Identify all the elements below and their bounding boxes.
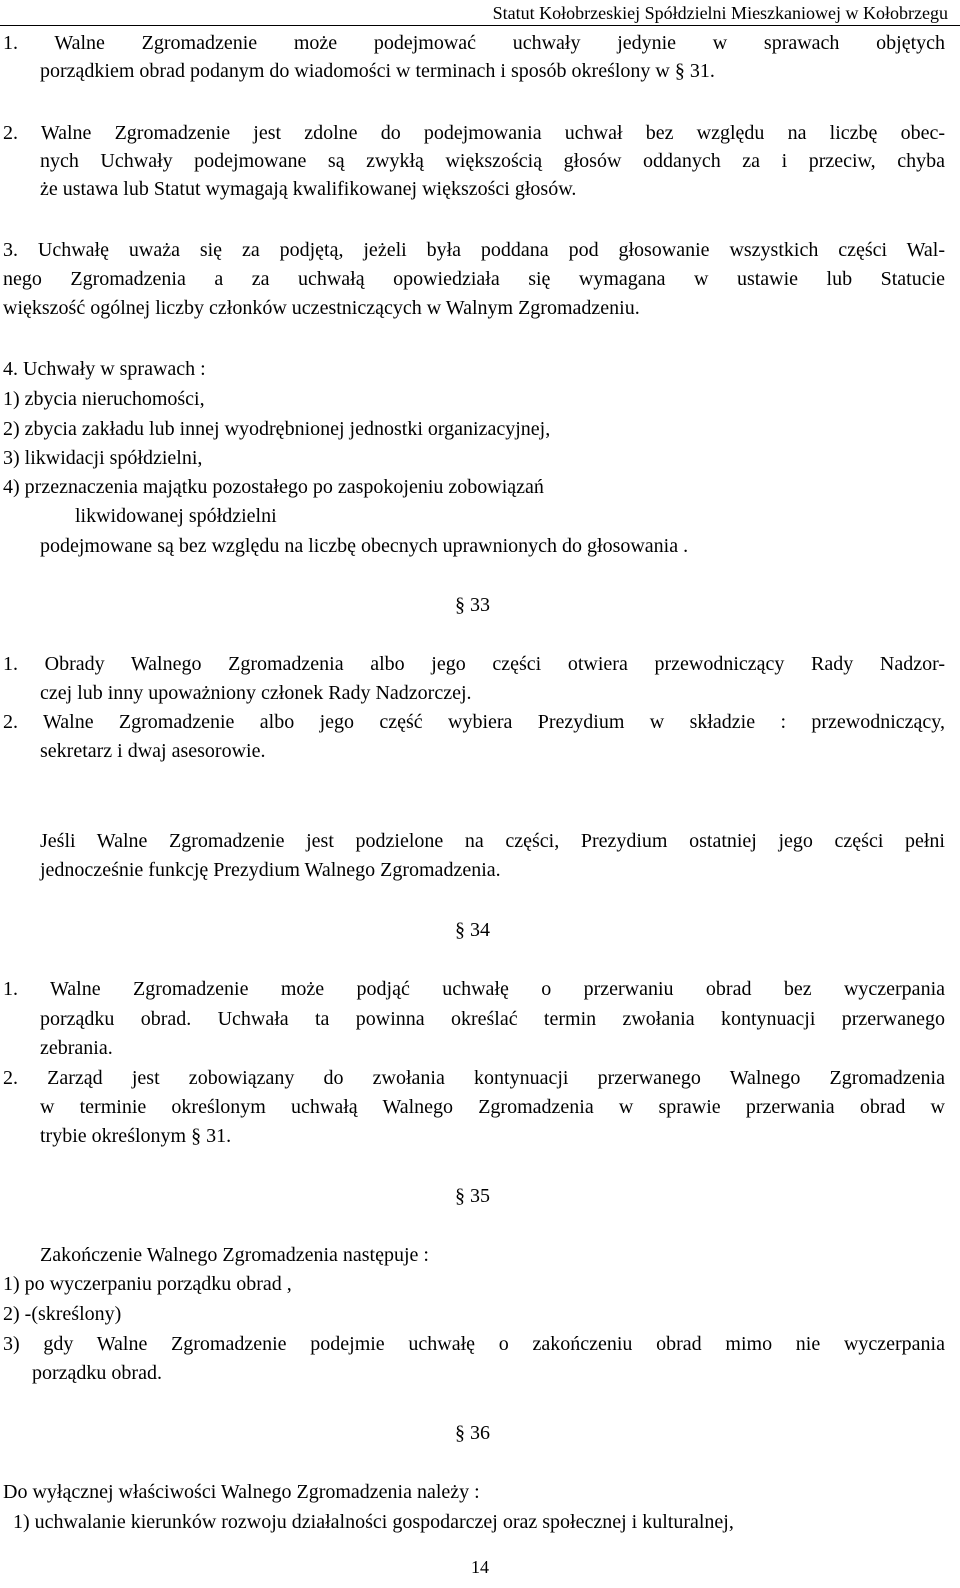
paragraph-line: 1. Obrady Walnego Zgromadzenia albo jego części otwiera przewodniczący Rady Nadzor- <box>3 653 945 675</box>
paragraph-line: 2. Zarząd jest zobowiązany do zwołania kontynuacji przerwanego Walnego Zgromadzenia <box>3 1067 945 1089</box>
paragraph-line: Do wyłącznej właściwości Walnego Zgromadzenia należy : <box>3 1481 480 1503</box>
paragraph-line: czej lub inny upoważniony członek Rady Nadzorczej. <box>40 682 472 704</box>
section-heading: § 36 <box>455 1422 490 1444</box>
paragraph-line: 2. Walne Zgromadzenie albo jego część wybiera Prezydium w składzie : przewodniczący, <box>3 711 945 733</box>
paragraph-line: Jeśli Walne Zgromadzenie jest podzielone na części, Prezydium ostatniej jego części pełni <box>40 830 945 852</box>
paragraph-line: porządku obrad. Uchwała ta powinna określać termin zwołania kontynuacji przerwanego <box>40 1008 945 1030</box>
paragraph-line: 3. Uchwałę uważa się za podjętą, jeżeli była poddana pod głosowanie wszystkich części Wal- <box>3 239 945 261</box>
list-item: 4) przeznaczenia majątku pozostałego po zaspokojeniu zobowiązań <box>3 476 544 498</box>
paragraph-line: 1. Walne Zgromadzenie może podjąć uchwałę o przerwaniu obrad bez wyczerpania <box>3 978 945 1000</box>
list-item: 1) zbycia nieruchomości, <box>3 388 205 410</box>
list-item: 1) po wyczerpaniu porządku obrad , <box>3 1273 292 1295</box>
list-item: 3) likwidacji spółdzielni, <box>3 447 203 469</box>
paragraph-line: jednocześnie funkcję Prezydium Walnego Zgromadzenia. <box>40 859 501 881</box>
list-item: 2) -(skreślony) <box>3 1303 122 1325</box>
paragraph-line: większość ogólnej liczby członków uczestniczących w Walnym Zgromadzeniu. <box>3 297 640 319</box>
paragraph-line: 1. Walne Zgromadzenie może podejmować uchwały jedynie w sprawach objętych <box>3 32 945 54</box>
paragraph-line: sekretarz i dwaj asesorowie. <box>40 740 266 762</box>
paragraph-line: nych Uchwały podejmowane są zwykłą większością głosów oddanych za i przeciw, chyba <box>40 150 945 172</box>
paragraph-line: 4. Uchwały w sprawach : <box>3 358 206 380</box>
section-heading: § 34 <box>455 919 490 941</box>
list-item-continuation: porządku obrad. <box>32 1362 162 1384</box>
paragraph-line: że ustawa lub Statut wymagają kwalifikowanej większości głosów. <box>40 178 577 200</box>
section-heading: § 35 <box>455 1185 490 1207</box>
list-item: 3) gdy Walne Zgromadzenie podejmie uchwałę o zakończeniu obrad mimo nie wyczerpania <box>3 1333 945 1355</box>
running-header: Statut Kołobrzeskiej Spółdzielni Mieszkaniowej w Kołobrzegu <box>492 3 948 23</box>
paragraph-line: podejmowane są bez względu na liczbę obecnych uprawnionych do głosowania . <box>40 535 689 557</box>
paragraph-line: Zakończenie Walnego Zgromadzenia następuje : <box>40 1244 429 1266</box>
page-number: 14 <box>471 1557 489 1577</box>
paragraph-line: 2. Walne Zgromadzenie jest zdolne do podejmowania uchwał bez względu na liczbę obec- <box>3 122 945 144</box>
header-rule <box>0 25 960 26</box>
list-item: 2) zbycia zakładu lub innej wyodrębnionej jednostki organizacyjnej, <box>3 418 551 440</box>
paragraph-line: trybie określonym § 31. <box>40 1125 232 1147</box>
list-item: 1) uchwalanie kierunków rozwoju działalności gospodarczej oraz społecznej i kulturalnej, <box>13 1511 734 1533</box>
list-item-continuation: likwidowanej spółdzielni <box>75 505 277 527</box>
section-heading: § 33 <box>455 594 490 616</box>
paragraph-line: zebrania. <box>40 1037 113 1059</box>
paragraph-line: porządkiem obrad podanym do wiadomości w terminach i sposób określony w § 31. <box>40 60 715 82</box>
paragraph-line: nego Zgromadzenia a za uchwałą opowiedziała się wymagana w ustawie lub Statucie <box>3 268 945 290</box>
paragraph-line: w terminie określonym uchwałą Walnego Zgromadzenia w sprawie przerwania obrad w <box>40 1096 945 1118</box>
